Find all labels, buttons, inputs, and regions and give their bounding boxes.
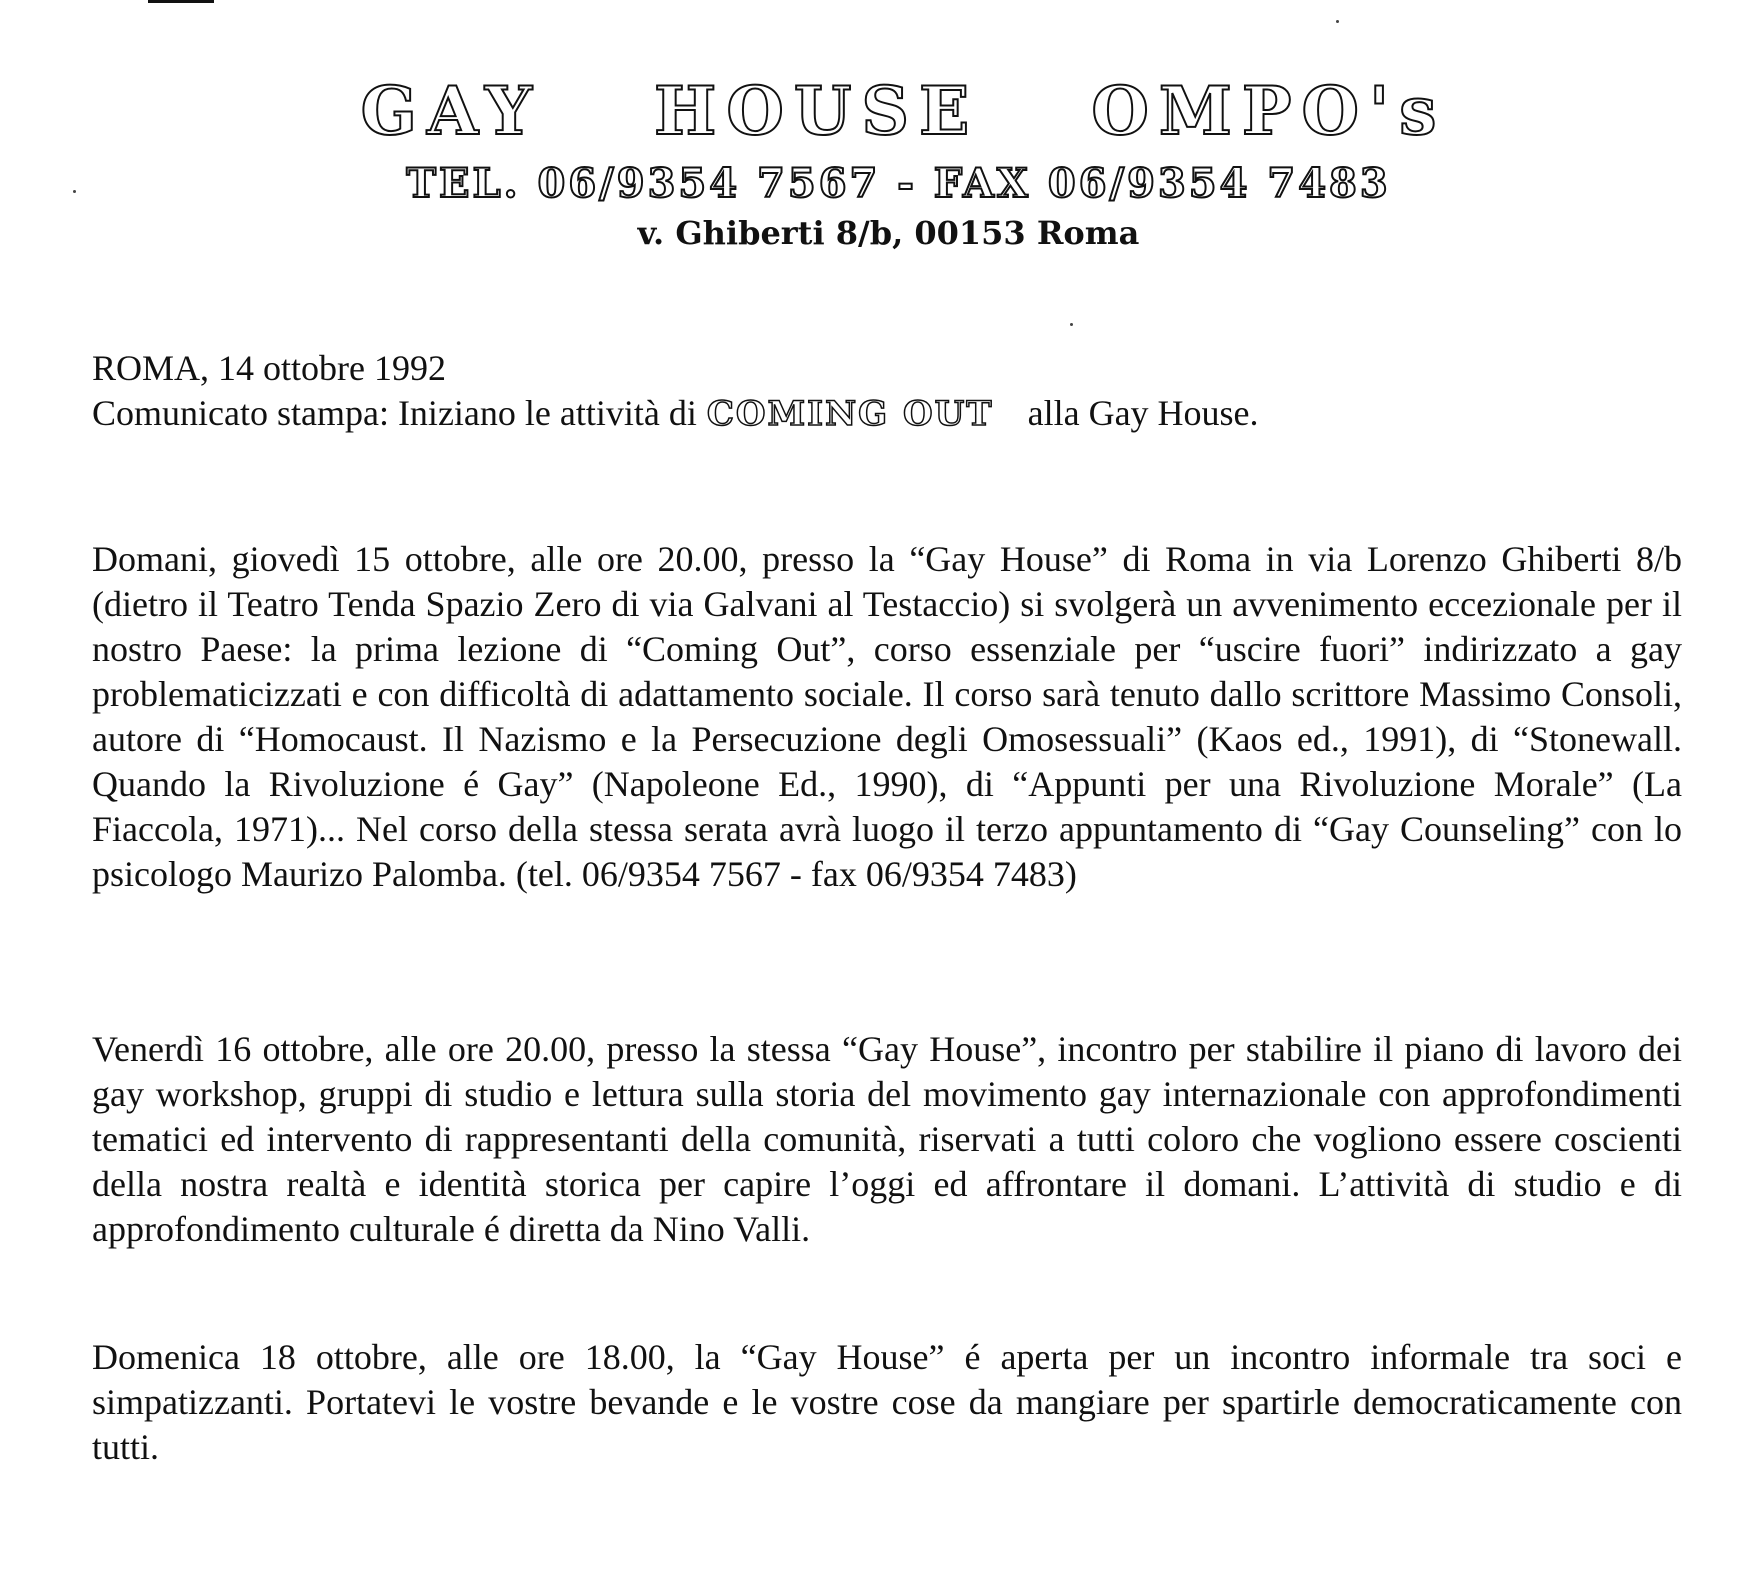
place-date: ROMA, 14 ottobre 1992 (92, 348, 446, 388)
dateline (92, 346, 1682, 436)
letterhead (0, 72, 1747, 252)
title-word: HOUSE (653, 72, 980, 150)
paragraph-friday: Venerdì 16 ottobre, alle ore 20.00, presso la stessa “Gay House”, incontro per stabilire il piano di lavoro dei gay workshop, gruppi di studio e lettura sulla storia del movimento gay internazionale con approfondimenti tematici ed intervento di rappresentanti della comunità, riservati a tutti coloro che vogliono essere coscienti della nostra realtà e identità storica per capire l’oggi ed affrontare il domani. L’attività di studio e di approfondimento culturale é diretta da Nino Valli. (92, 1029, 1682, 1249)
top-rule (148, 0, 214, 3)
paragraph-sunday: Domenica 18 ottobre, alle ore 18.00, la “Gay House” é aperta per un incontro informale tra soci e simpatizzanti. Portatevi le vostre bevande e le vostre cose da mangiare per spartirle democraticamente con tutti. (92, 1337, 1682, 1467)
subject-line (92, 391, 1682, 436)
scan-speck (1070, 323, 1073, 326)
scan-speck (1336, 20, 1339, 23)
letterhead-address: v. Ghiberti 8/b, 00153 Roma (637, 214, 1140, 252)
title-word: OMPO's (1091, 72, 1447, 150)
subject-prefix: Comunicato stampa: Iniziano le attività di (92, 393, 697, 433)
coming-out-logo: COMING OUT (706, 394, 994, 434)
letterhead-contact: TEL. 06/9354 7567 - FAX 06/9354 7483 (406, 160, 1391, 207)
scan-speck (73, 190, 76, 193)
subject-suffix: alla Gay House. (1027, 393, 1259, 433)
paragraph-thursday: Domani, giovedì 15 ottobre, alle ore 20.00, presso la “Gay House” di Roma in via Lorenzo Ghiberti 8/b (dietro il Teatro Tenda Spazio Zero di via Galvani al Testaccio) si svolgerà un avvenimento eccezionale per il nostro Paese: la prima lezione di “Coming Out”, corso essenziale per “uscire fuori” indirizzato a gay problematicizzati e con difficoltà di adattamento sociale. Il corso sarà tenuto dallo scrittore Massimo Consoli, autore di “Homocaust. Il Nazismo e la Persecuzione degli Omosessuali” (Kaos ed., 1991), di “Stonewall. Quando la Rivoluzione é Gay” (Napoleone Ed., 1990), di “Appunti per una Rivoluzione Morale” (La Fiaccola, 1971)... Nel corso della stessa serata avrà luogo il terzo appuntamento di “Gay Counseling” con lo psicologo Maurizo Palomba. (tel. 06/9354 7567 - fax 06/9354 7483) (92, 539, 1682, 894)
title-word: GAY (360, 72, 542, 150)
letterhead-title (0, 72, 1747, 150)
